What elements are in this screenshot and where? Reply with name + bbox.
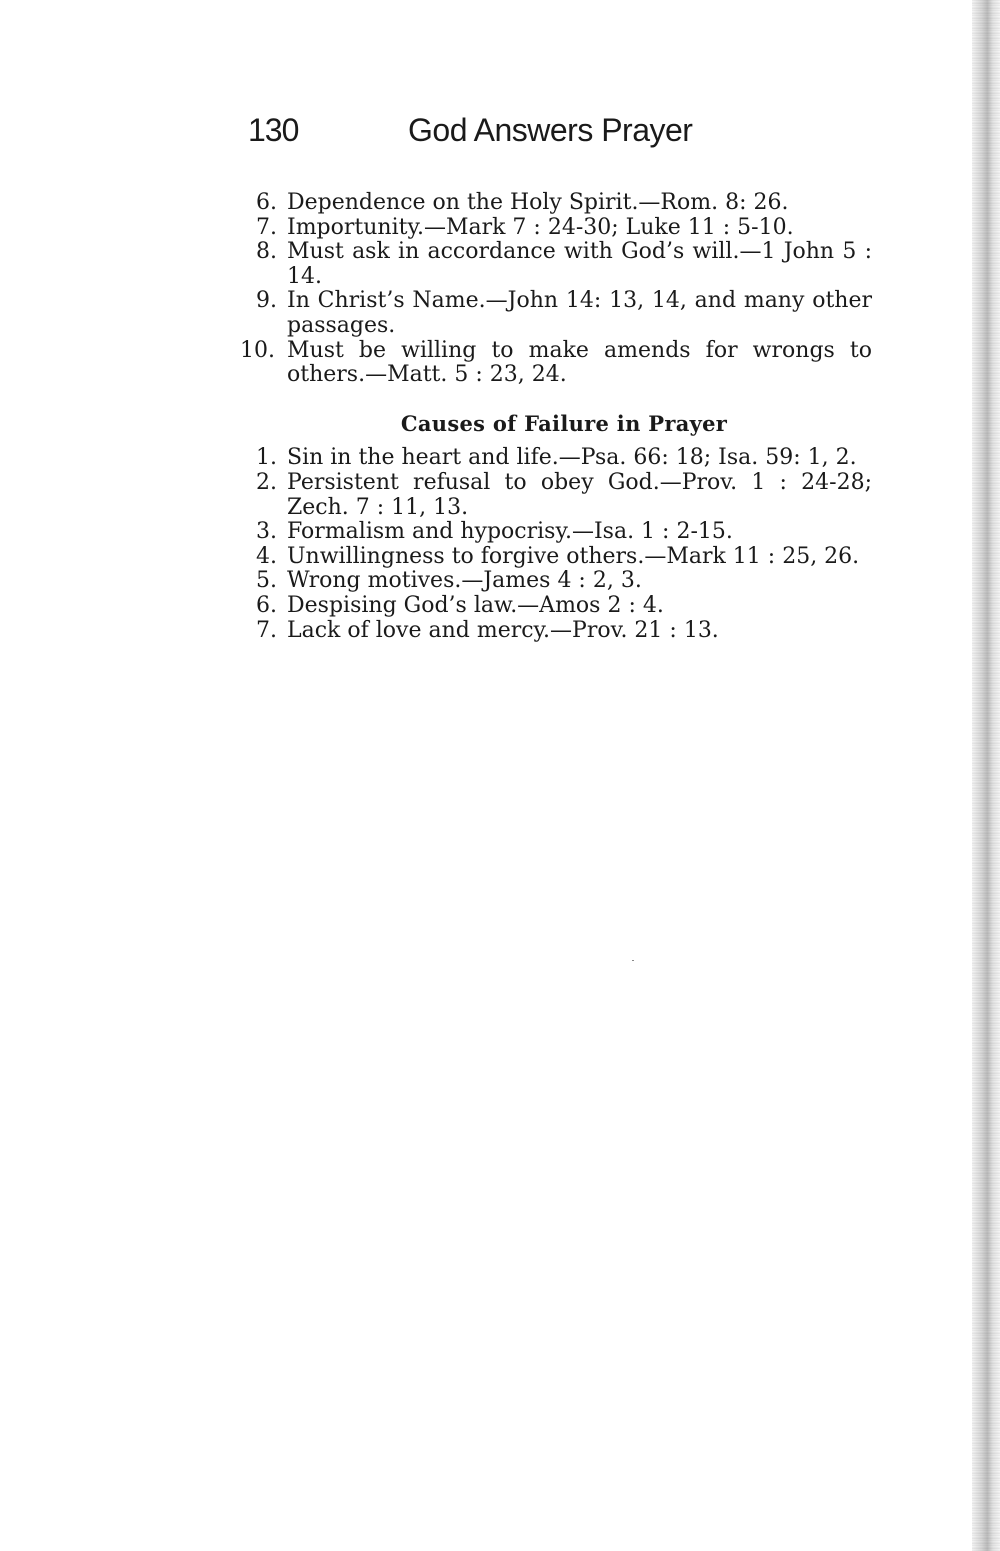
item-number: 5.: [256, 568, 277, 594]
list-item: [240, 191, 872, 216]
list-item: [240, 446, 872, 471]
item-number: 7.: [256, 617, 277, 643]
list-item: [240, 339, 872, 388]
item-number: 10.: [240, 337, 275, 363]
item-number: 8.: [256, 239, 277, 265]
item-text: Sin in the heart and life.—Psa. 66: 18; Isa. 59: 1, 2.: [287, 445, 857, 471]
item-text: Despising God’s law.—Amos 2 : 4.: [287, 592, 664, 618]
list-item: [240, 594, 872, 619]
list-item: [240, 289, 872, 338]
item-text: Formalism and hypocrisy.—Isa. 1 : 2-15.: [287, 519, 733, 545]
item-text: Persistent refusal to obey God.—Prov. 1 : 24-28; Zech. 7 : 11, 13.: [287, 469, 872, 520]
item-number: 7.: [256, 214, 277, 240]
item-number: 9.: [256, 288, 277, 314]
item-text: In Christ’s Name.—John 14: 13, 14, and many other passages.: [287, 288, 872, 338]
item-number: 4.: [256, 543, 277, 569]
item-number: 3.: [256, 519, 277, 545]
list-item: [240, 471, 872, 520]
item-text: Must ask in accordance with God’s will.—1 John 5 : 14.: [287, 239, 872, 289]
item-number: 2.: [256, 469, 277, 495]
item-number: 6.: [256, 592, 277, 618]
print-speck: [632, 960, 634, 961]
list-item: [240, 619, 872, 644]
section-heading: Causes of Failure in Prayer: [400, 410, 728, 436]
list-item: [240, 216, 872, 241]
item-text: Lack of love and mercy.—Prov. 21 : 13.: [287, 617, 719, 643]
list-item: [240, 240, 872, 289]
list-item: [240, 569, 872, 594]
item-text: Importunity.—Mark 7 : 24-30; Luke 11 : 5-10.: [287, 214, 794, 240]
failure-causes-list: [240, 446, 872, 643]
item-number: 6.: [256, 190, 277, 215]
page-number: 130: [248, 112, 299, 148]
item-text: Wrong motives.—James 4 : 2, 3.: [287, 568, 642, 594]
list-item: [240, 545, 872, 570]
item-number: 1.: [256, 445, 277, 471]
running-title: God Answers Prayer: [408, 112, 693, 148]
item-text: Dependence on the Holy Spirit.—Rom. 8: 26.: [287, 190, 789, 215]
item-text: Unwillingness to forgive others.—Mark 11 : 25, 26.: [287, 543, 860, 569]
page-header: [248, 112, 878, 162]
list-item: [240, 520, 872, 545]
item-text: Must be willing to make amends for wrongs to others.—Matt. 5 : 23, 24.: [287, 337, 872, 388]
page-body: [240, 191, 872, 643]
page-edge-shadow: [972, 0, 1000, 1551]
conditions-list: [240, 191, 872, 388]
